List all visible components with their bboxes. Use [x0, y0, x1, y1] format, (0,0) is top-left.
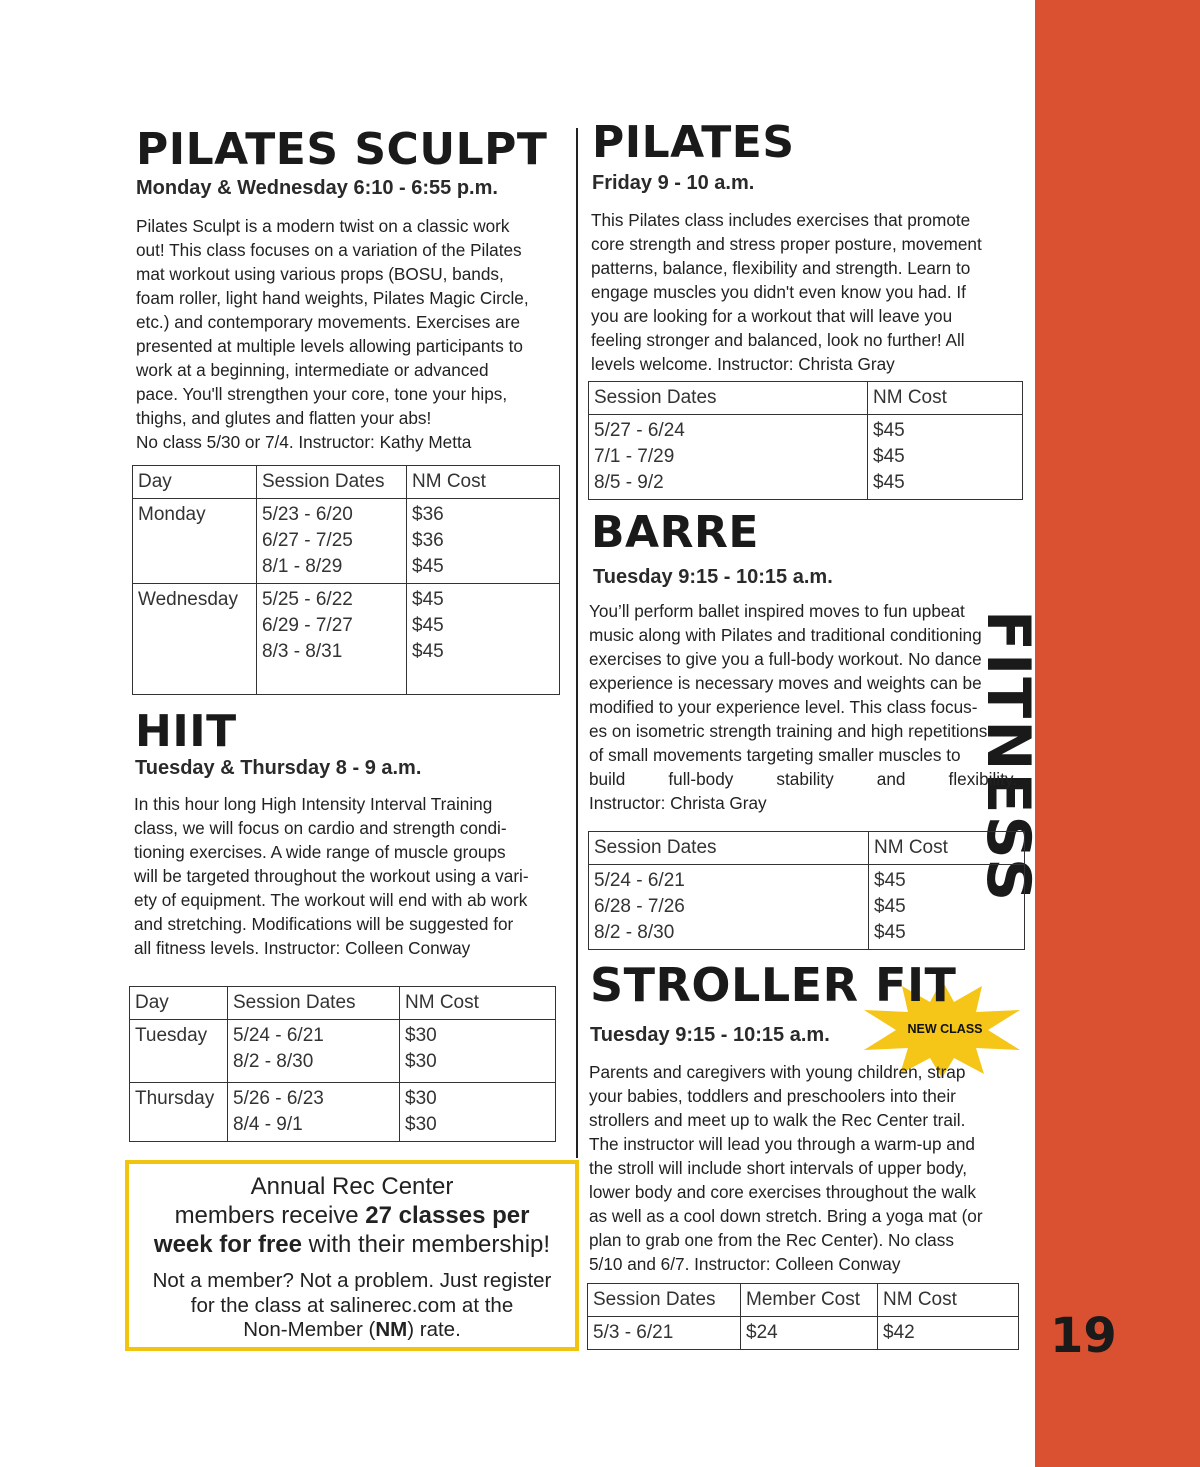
session-date: 8/1 - 8/29 — [262, 556, 343, 577]
table-row — [589, 865, 1025, 950]
description-line: presented at multiple levels allowing participants to — [136, 336, 523, 356]
table-header: Session Dates — [588, 1284, 741, 1317]
table-cell-dates — [228, 1083, 400, 1142]
description-line: foam roller, light hand weights, Pilates Magic Circle, — [136, 288, 529, 308]
description-line: No class 5/30 or 7/4. Instructor: Kathy Metta — [136, 432, 472, 452]
pilates-description — [591, 208, 1017, 376]
table-header: NM Cost — [878, 1284, 1019, 1317]
description-line: exercises to give you a full-body workout. No dance — [589, 649, 982, 669]
description-line: will be targeted throughout the workout using a vari- — [134, 866, 529, 886]
hiit-schedule-table — [129, 986, 556, 1142]
table-header: Session Dates — [257, 466, 407, 499]
promo-highlight: NM — [375, 1318, 408, 1341]
session-date: 6/28 - 7/26 — [594, 896, 685, 917]
table-cell-costs — [868, 415, 1023, 500]
description-line: In this hour long High Intensity Interval Training — [134, 794, 493, 814]
description-line: ety of equipment. The workout will end with ab work — [134, 890, 528, 910]
description-line: 5/10 and 6/7. Instructor: Colleen Conway — [589, 1254, 901, 1274]
table-header-row — [133, 466, 560, 499]
session-date: 5/26 - 6/23 — [233, 1088, 324, 1109]
table-cell-dates — [228, 1020, 400, 1083]
column-divider — [576, 128, 578, 1158]
nm-cost: $45 — [874, 922, 906, 943]
nm-cost: $45 — [412, 641, 444, 662]
table-cell-dates — [257, 499, 407, 584]
nm-cost: $30 — [405, 1114, 437, 1135]
page-number: 19 — [1050, 1308, 1117, 1364]
table-header: NM Cost — [400, 987, 556, 1020]
session-date: 8/4 - 9/1 — [233, 1114, 303, 1135]
table-cell-costs — [400, 1083, 556, 1142]
description-line: as well as a cool down stretch. Bring a yoga mat (or — [589, 1206, 983, 1226]
description-line: of small movements targeting smaller muscles to — [589, 745, 961, 765]
description-line: etc.) and contemporary movements. Exercises are — [136, 312, 521, 332]
stroller-fit-schedule: Tuesday 9:15 - 10:15 a.m. — [590, 1024, 830, 1046]
table-header-row — [589, 382, 1023, 415]
description-line: Instructor: Christa Gray — [589, 793, 767, 813]
promo-line — [129, 1201, 575, 1230]
nm-cost: $45 — [873, 446, 905, 467]
table-header: NM Cost — [407, 466, 560, 499]
table-cell-nm-cost: $42 — [878, 1317, 1019, 1350]
description-line: experience is necessary moves and weights can be — [589, 673, 982, 693]
description-line: music along with Pilates and traditional conditioning — [589, 625, 982, 645]
table-header: Session Dates — [589, 382, 868, 415]
description-line: strollers and meet up to walk the Rec Center trail. — [589, 1110, 966, 1130]
nm-cost: $45 — [874, 870, 906, 891]
description-line: thighs, and glutes and flatten your abs! — [136, 408, 432, 428]
table-cell-member-cost: $24 — [741, 1317, 878, 1350]
table-header-row — [588, 1284, 1019, 1317]
table-header: NM Cost — [869, 832, 1025, 865]
table-cell-costs — [407, 499, 560, 584]
pilates-schedule: Friday 9 - 10 a.m. — [592, 172, 755, 194]
session-date: 6/27 - 7/25 — [262, 530, 353, 551]
table-row — [588, 1317, 1019, 1350]
nm-cost: $45 — [412, 589, 444, 610]
description-line: build full-body stability and flexibility. — [589, 769, 1017, 789]
membership-promo-box — [125, 1160, 579, 1351]
table-cell-dates — [257, 584, 407, 695]
description-line: work at a beginning, intermediate or advanced — [136, 360, 489, 380]
table-header: NM Cost — [868, 382, 1023, 415]
nm-cost: $36 — [412, 504, 444, 525]
promo-highlight: week for free — [153, 1231, 302, 1258]
description-line: es on isometric strength training and high repetitions — [589, 721, 988, 741]
session-date: 8/5 - 9/2 — [594, 472, 664, 493]
stroller-fit-description — [589, 1060, 1017, 1276]
promo-line — [129, 1317, 575, 1342]
table-header-row — [589, 832, 1025, 865]
description-line: plan to grab one from the Rec Center). No class — [589, 1230, 954, 1250]
section-label-text: FITNESS — [973, 610, 1043, 904]
promo-text: with their membership! — [301, 1231, 551, 1258]
pilates-sculpt-schedule: Monday & Wednesday 6:10 - 6:55 p.m. — [136, 177, 498, 199]
description-line: all fitness levels. Instructor: Colleen Conway — [134, 938, 471, 958]
table-cell-dates — [589, 415, 868, 500]
stroller-fit-schedule-table — [587, 1283, 1019, 1350]
table-header: Member Cost — [741, 1284, 878, 1317]
description-line: core strength and stress proper posture, movement — [591, 234, 982, 254]
description-line: tioning exercises. A wide range of muscle groups — [134, 842, 506, 862]
promo-line — [129, 1230, 575, 1259]
fitness-sidebar — [1035, 0, 1200, 1467]
table-cell-dates: 5/3 - 6/21 — [588, 1317, 741, 1350]
description-line: patterns, balance, flexibility and strength. Learn to — [591, 258, 971, 278]
promo-line: Not a member? Not a problem. Just register — [152, 1269, 552, 1292]
session-date: 5/23 - 6/20 — [262, 504, 353, 525]
table-cell-dates — [589, 865, 869, 950]
description-line: This Pilates class includes exercises that promote — [591, 210, 971, 230]
description-line: lower body and core exercises throughout the walk — [589, 1182, 976, 1202]
session-date: 5/25 - 6/22 — [262, 589, 353, 610]
session-date: 8/2 - 8/30 — [233, 1051, 314, 1072]
table-header-row — [130, 987, 556, 1020]
pilates-sculpt-schedule-table — [132, 465, 560, 695]
nm-cost: $45 — [874, 896, 906, 917]
nm-cost: $30 — [405, 1025, 437, 1046]
description-line: the stroll will include short intervals of upper body, — [589, 1158, 967, 1178]
session-date: 7/1 - 7/29 — [594, 446, 675, 467]
barre-schedule-table — [588, 831, 1025, 950]
description-line: feeling stronger and balanced, look no further! All — [591, 330, 965, 350]
description-line: your babies, toddlers and preschoolers into their — [589, 1086, 956, 1106]
description-line: pace. You'll strengthen your core, tone your hips, — [136, 384, 508, 404]
description-line: The instructor will lead you through a warm-up and — [589, 1134, 975, 1154]
promo-line: Annual Rec Center — [250, 1173, 454, 1200]
table-cell-day: Tuesday — [130, 1020, 228, 1083]
promo-line: for the class at salinerec.com at the — [190, 1294, 514, 1317]
new-class-badge: NEW CLASS — [907, 1022, 983, 1036]
description-line: you are looking for a workout that will leave you — [591, 306, 953, 326]
session-date: 8/2 - 8/30 — [594, 922, 675, 943]
nm-cost: $45 — [873, 472, 905, 493]
table-cell-costs — [869, 865, 1025, 950]
description-line: engage muscles you didn't even know you had. If — [591, 282, 966, 302]
session-date: 8/3 - 8/31 — [262, 641, 343, 662]
description-line: modified to your experience level. This class focus- — [589, 697, 978, 717]
session-date: 6/29 - 7/27 — [262, 615, 353, 636]
description-line: mat workout using various props (BOSU, bands, — [136, 264, 504, 284]
nm-cost: $45 — [412, 556, 444, 577]
table-row — [133, 584, 560, 695]
nm-cost: $45 — [412, 615, 444, 636]
session-date: 5/27 - 6/24 — [594, 420, 685, 441]
table-header: Session Dates — [589, 832, 869, 865]
table-row — [130, 1083, 556, 1142]
description-line: out! This class focuses on a variation of the Pilates — [136, 240, 522, 260]
table-row — [589, 415, 1023, 500]
description-line: Pilates Sculpt is a modern twist on a classic work — [136, 216, 510, 236]
description-line: Parents and caregivers with young children, strap — [589, 1062, 966, 1082]
nm-cost: $30 — [405, 1088, 437, 1109]
description-line: and stretching. Modifications will be suggested for — [134, 914, 514, 934]
nm-cost: $30 — [405, 1051, 437, 1072]
hiit-description — [134, 792, 560, 960]
barre-title: BARRE — [591, 507, 759, 558]
session-date: 5/24 - 6/21 — [594, 870, 685, 891]
table-cell-day: Wednesday — [133, 584, 257, 695]
promo-text: Non-Member ( — [243, 1318, 376, 1341]
nm-cost: $45 — [873, 420, 905, 441]
stroller-fit-title: STROLLER FIT — [590, 958, 957, 1012]
table-header: Day — [130, 987, 228, 1020]
table-header: Session Dates — [228, 987, 400, 1020]
nm-cost: $36 — [412, 530, 444, 551]
pilates-schedule-table — [588, 381, 1023, 500]
pilates-title: PILATES — [592, 117, 795, 168]
table-cell-day: Thursday — [130, 1083, 228, 1142]
pilates-sculpt-description — [136, 214, 562, 454]
table-cell-day: Monday — [133, 499, 257, 584]
table-row — [130, 1020, 556, 1083]
promo-text: ) rate. — [407, 1318, 461, 1341]
table-cell-costs — [400, 1020, 556, 1083]
description-line: class, we will focus on cardio and strength condi- — [134, 818, 507, 838]
barre-description — [589, 599, 1017, 815]
description-line: You’ll perform ballet inspired moves to fun upbeat — [589, 601, 965, 621]
hiit-title: HIIT — [135, 706, 237, 757]
promo-highlight: 27 classes per — [365, 1202, 530, 1229]
pilates-sculpt-title: PILATES SCULPT — [136, 124, 548, 175]
table-row — [133, 499, 560, 584]
session-date: 5/24 - 6/21 — [233, 1025, 324, 1046]
hiit-schedule: Tuesday & Thursday 8 - 9 a.m. — [135, 757, 422, 779]
promo-text: members receive — [174, 1202, 366, 1229]
table-cell-costs — [407, 584, 560, 695]
table-header: Day — [133, 466, 257, 499]
description-line: levels welcome. Instructor: Christa Gray — [591, 354, 895, 374]
barre-schedule: Tuesday 9:15 - 10:15 a.m. — [593, 566, 833, 588]
